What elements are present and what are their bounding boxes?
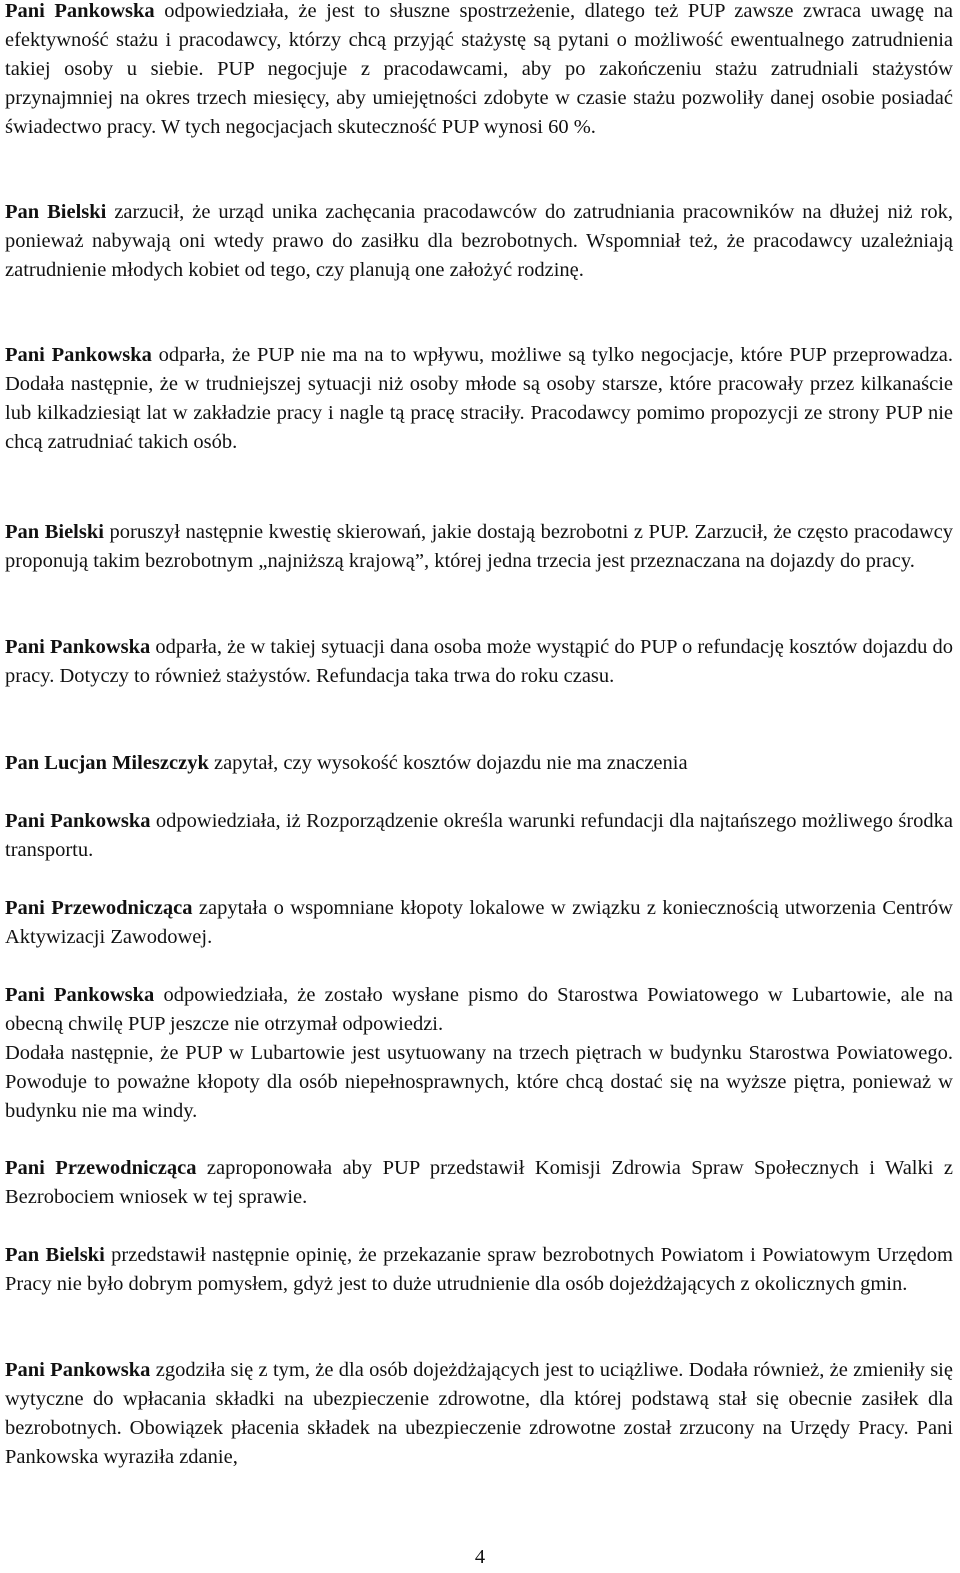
paragraph — [5, 1241, 953, 1299]
paragraph — [5, 807, 953, 865]
speaker-name: Pani Przewodnicząca — [5, 1157, 197, 1179]
speaker-name: Pan Bielski — [5, 521, 104, 543]
paragraph-text: Dodała następnie, że PUP w Lubartowie jest usytuowany na trzech piętrach w budynku Starostwa Powiatowego. Powoduje to poważne kłopoty dla osób niepełnosprawnych, które chcą dostać się na wyższe piętra, ponieważ w budynku nie ma windy. — [5, 1042, 953, 1122]
paragraph — [5, 749, 953, 778]
paragraph-text: zapytała o wspomniane kłopoty lokalowe w związku z koniecznością utworzenia Centrów Aktywizacji Zawodowej. — [5, 897, 953, 948]
speaker-name: Pan Bielski — [5, 201, 107, 223]
paragraph — [5, 894, 953, 952]
paragraph-text: odpowiedziała, że zostało wysłane pismo do Starostwa Powiatowego w Lubartowie, ale na obecną chwilę PUP jeszcze nie otrzymał odpowiedzi. — [5, 984, 953, 1035]
paragraph — [5, 1356, 953, 1472]
page-number: 4 — [474, 1546, 486, 1568]
paragraph — [5, 0, 953, 142]
speaker-name: Pan Bielski — [5, 1244, 105, 1266]
paragraph-text: zarzucił, że urząd unika zachęcania pracodawców do zatrudniania pracowników na dłużej niż rok, ponieważ nabywają oni wtedy prawo do zasiłku dla bezrobotnych. Wspomniał też, że pracodawcy uzależniają zatrudnienie młodych kobiet od tego, czy planują one założyć rodzinę. — [5, 201, 954, 281]
paragraph-text: odparła, że PUP nie ma na to wpływu, możliwe są tylko negocjacje, które PUP przeprowadza. Dodała następnie, że w trudniejszej sytuacji niż osoby młode są osoby starsze, które pracowały przez kilkanaście lub kilkadziesiąt lat w zakładzie pracy i nagle tą pracę straciły. Pracodawcy pomimo propozycji ze strony PUP nie chcą zatrudniać takich osób. — [5, 344, 953, 453]
paragraph-text: zaproponowała aby PUP przedstawił Komisji Zdrowia Spraw Społecznych i Walki z Bezrobociem wniosek w tej sprawie. — [5, 1157, 953, 1208]
paragraph-text: zgodziła się z tym, że dla osób dojeżdżających jest to uciążliwe. Dodała również, że zmieniły się wytyczne do wpłacania składki na ubezpieczenie zdrowotne, dla której podstawą stał się obecnie zasiłek dla bezrobotnych. Obowiązek płacenia składek na ubezpieczenie zdrowotne został zrzucony na Urzędy Pracy. Pani Pankowska wyraziła zdanie, — [5, 1359, 953, 1468]
paragraph — [5, 981, 953, 1039]
paragraph-text: odpowiedziała, że jest to słuszne spostrzeżenie, dlatego też PUP zawsze zwraca uwagę na efektywność stażu i pracodawcy, którzy chcą przyjąć stażystę są pytani o możliwość ewentualnego zatrudnienia takiej osoby u siebie. PUP negocjuje z pracodawcami, aby po zakończeniu stażu zatrudniali stażystów przynajmniej na okres trzech miesięcy, aby umiejętności zdobyte w czasie stażu pozwoliły danej osobie posiadać świadectwo pracy. W tych negocjacjach skuteczność PUP wynosi 60 %. — [5, 0, 953, 138]
paragraph — [5, 1154, 953, 1212]
paragraph-text: odparła, że w takiej sytuacji dana osoba może wystąpić do PUP o refundację kosztów dojazdu do pracy. Dotyczy to również stażystów. Refundacja taka trwa do roku czasu. — [5, 636, 953, 687]
speaker-name: Pani Pankowska — [5, 636, 151, 658]
paragraph-continuation — [5, 1039, 953, 1126]
paragraph — [5, 633, 953, 691]
speaker-name: Pani Pankowska — [5, 344, 152, 366]
speaker-name: Pani Pankowska — [5, 1359, 151, 1381]
paragraph-text: odpowiedziała, iż Rozporządzenie określa warunki refundacji dla najtańszego możliwego środka transportu. — [5, 810, 953, 861]
paragraph-text: poruszył następnie kwestię skierowań, jakie dostają bezrobotni z PUP. Zarzucił, że często pracodawcy proponują takim bezrobotnym „najniższą krajową”, której jedna trzecia jest przeznaczana na dojazdy do pracy. — [5, 521, 953, 572]
paragraph — [5, 198, 953, 285]
speaker-name: Pan Lucjan Mileszczyk — [5, 752, 209, 774]
speaker-name: Pani Pankowska — [5, 984, 155, 1006]
speaker-name: Pani Pankowska — [5, 0, 155, 22]
speaker-name: Pani Pankowska — [5, 810, 151, 832]
paragraph-text: przedstawił następnie opinię, że przekazanie spraw bezrobotnych Powiatom i Powiatowym Urzędom Pracy nie było dobrym pomysłem, gdyż jest to duże utrudnienie dla osób dojeżdżających z okolicznych gmin. — [5, 1244, 953, 1295]
paragraph-text: zapytał, czy wysokość kosztów dojazdu nie ma znaczenia — [208, 752, 688, 774]
paragraph — [5, 341, 953, 457]
paragraph — [5, 518, 953, 576]
speaker-name: Pani Przewodnicząca — [5, 897, 193, 919]
